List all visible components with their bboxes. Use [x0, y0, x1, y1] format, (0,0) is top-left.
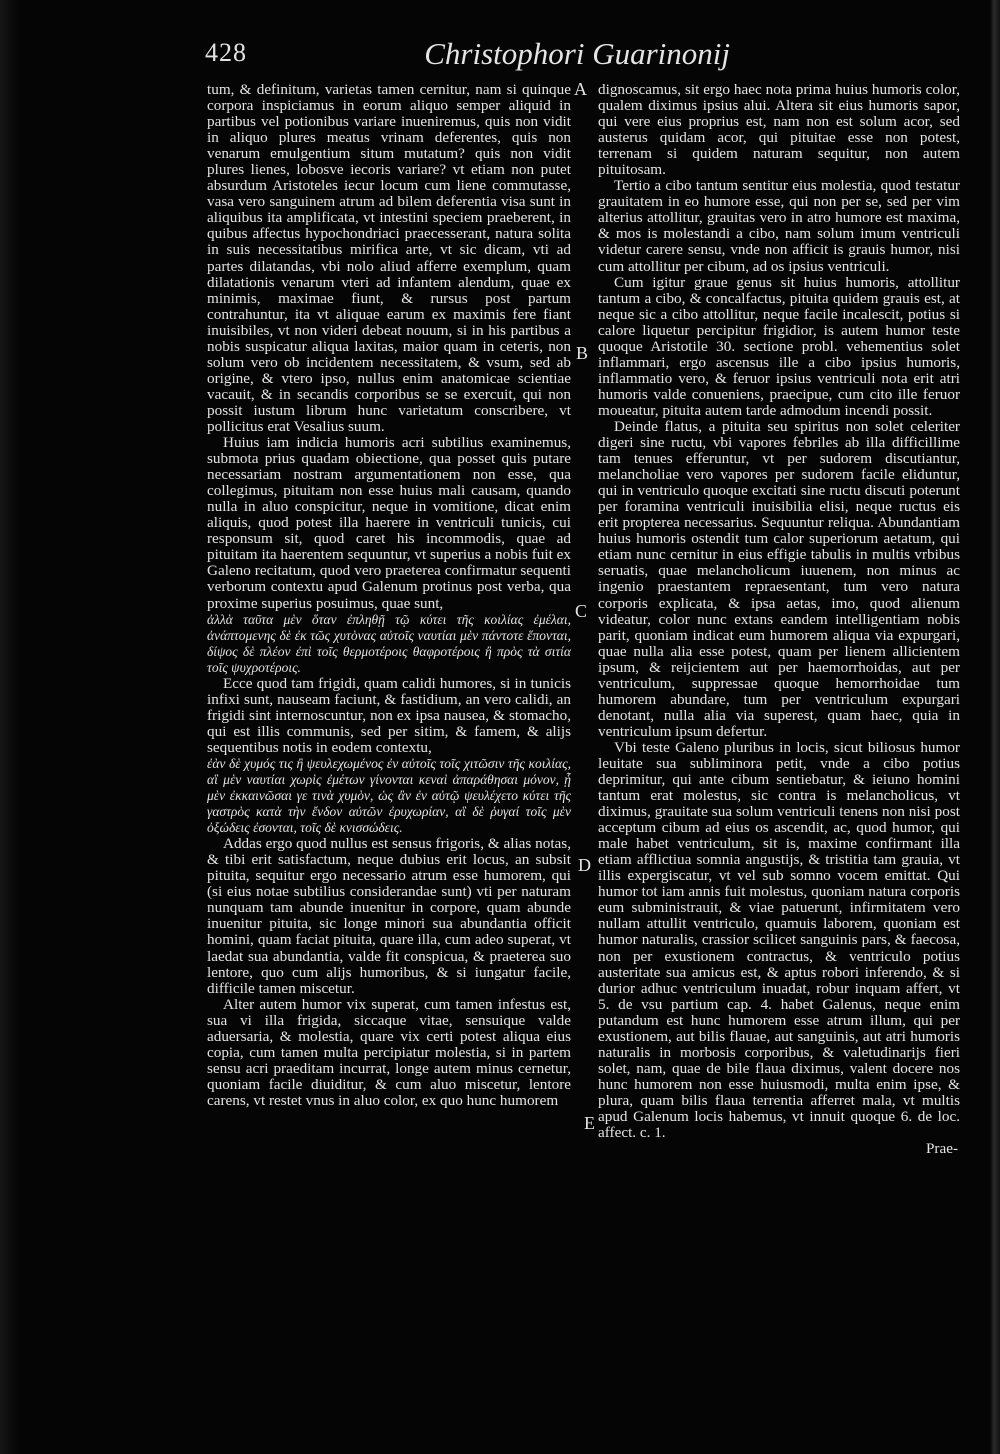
paragraph: Ecce quod tam frigidi, quam calidi humores, si in tunicis infixi sunt, nauseam faciunt, & fastidium, an vero calidi, an frigidi sint internoscuntur, non ex ipsa nausea, & stomacho, qui est illis communis, sed per sitim, & famem, & alijs sequentibus notis in eodem contextu, [207, 674, 571, 756]
paragraph: Huius iam indicia humoris acri subtilius examinemus, submota prius quadam obiectione, qua posset quis putare necessariam nostram argumentationem non esse, qua collegimus, pituitam non esse huius mali causam, quando nulla in aluo conspicitur, neque in vomitione, dicat enim aliquis, quod potest illa haerere in ventriculi tunicis, cui responsum sit, quod caret his incommodis, quae ad pituitam ita haerentem sequuntur, vt superius a nobis fuit ex Galeno recitatum, quod vero praeterea confirmatur sequenti verborum contextu apud Galenum protinus post verba, qua proxime superius posuimus, quae sunt, [207, 434, 571, 612]
margin-letter-d: D [578, 855, 591, 875]
paragraph: Addas ergo quod nullus est sensus frigoris, & alias notas, & tibi erit satisfactum, neque dubius erit locus, an subsit pituita, sequitur ergo necessario atrum esse humorem, qui (si eius notae subtilius considerandae sunt) vti per naturam nunquam tam abunde inuenitur in corpore, quam abunde inuenitur pituita, sic longe minori sua abundantia officit homini, quam faciat pituita, quare illa, cum adeo superat, vt laedat sua abundantia, valde fit conspicua, & praeterea suo lentore, quo cum alijs humoribus, & si iungatur facile, difficile tamen miscetur. [207, 835, 571, 997]
right-text-column [598, 82, 960, 1157]
margin-letter-c: C [575, 601, 588, 621]
catchword: Prae- [925, 1140, 958, 1158]
paragraph: tum, & definitum, varietas tamen cernitur, nam si quinque corpora inspiciamus in eorum aliquo semper aliquid in partibus vel potionibus variare inueniremus, quis non vidit in aliquo plures meatus vrinam deferentes, quis non venarum emulgentium situm mutatum? quis non vidit plures lienes, lobosve iecoris variare? vt etiam non putet absurdum Aristoteles iecur locum cum liene commutasse, vasa vero sanguinem atrum ad bilem deferentia visa sunt in aliquibus ita amplificata, vt intestini speciem praeberent, in quibus affectus hypochondriaci praecesserant, natura solita in suis necessitatibus mirifica arte, vt sic dicam, vti ad partes dilatandas, vbi nolo aliud afferre exemplum, quam dilatationis venarum vteri ad infantem alendum, quae ex minimis, maximae fiunt, & rursus post partum contrahuntur, ita vt aliquae earum ex maximis fere fiant inuisibiles, vt non videri debeat nouum, si in his partibus a nobis suspicatur aliqua laxitas, maior quam in ceteris, non solum vero ob incidentem necessitatem, & vsum, sed ab origine, & vtero ipso, nullus enim anatomicae scientiae vacauit, & in secandis corporibus se se exercuit, qui non possit iustum librum hunc varietatum conscribere, vt pollicitus erat Vesalius suum. [207, 81, 571, 435]
page-number: 428 [205, 38, 247, 67]
page-shadow-right [990, 0, 1000, 1454]
margin-letter-e: E [584, 1113, 595, 1133]
running-title: Christophori Guarinonij [424, 36, 730, 71]
left-text-column [207, 82, 571, 1109]
margin-letter-b: B [576, 343, 589, 363]
page-header [205, 36, 730, 82]
paragraph: Tertio a cibo tantum sentitur eius molestia, quod testatur grauitatem in eo humore esse, qui non per se, sed per vim alterius attollitur, grauitas vero in atro humore est maxima, & mos is molestandi a cibo, nam solum imum ventriculi videtur carere sensu, vnde non afficit is grauis humor, nisi cum attollitur per cibum, ad os ipsius ventriculi. [598, 177, 960, 275]
paragraph: Vbi teste Galeno pluribus in locis, sicut biliosus humor leuitate sua subliminora petit, vnde a cibo potius deprimitur, qui ante cibum sentiebatur, & ieiuno homini tantum erat molestus, sic contra is melancholicus, vt diximus, grauitate sua solum ventriculi tenens non nisi post acceptum cibum ad eius os ascendit, ac, quod humor, qui male habet ventriculum, sit is, maxime confirmant illa etiam afflictiua somnia angustijs, & tristitia tam grauia, vt illis expergiscatur, vt vel sub somno vocem emittat. Qui humor tot iam annis fuit molestus, quoniam natura corporis eum subministrauit, & viae patuerunt, infirmitatem vero nullam attullit ventriculo, quamuis laborem, quoniam est humor naturalis, crassior scilicet sanguinis pars, & faecosa, non per exustionem contractus, & ventriculo potius austeritate sua amicus est, & aptus robori inferendo, & si durior adhuc ventriculum inuadat, robur inquam affert, vt 5. de vsu partium cap. 4. habet Galenus, neque enim putandum est hunc humorem esse atrum illum, qui per exustionem, aut bilis flauae, aut sanguinis, aut atri humoris naturalis in morbosis corporibus, & valetudinarijs fieri solet, nam, quae de bile flaua diximus, valent docere nos hunc humorem non esse huiusmodi, multa enim ipse, & plura, quam bilis flaua terrentia afferret mala, vt multis apud Galenum locis habemus, vt innuit quoque 6. de loc. affect. c. 1. [598, 738, 960, 1142]
paragraph: Alter autem humor vix superat, cum tamen infestus est, sua vi illa frigida, siccaque vitae, sensuique valde aduersaria, & molestia, quare vix certi potest aliqua eius copia, cum tamen multa percipiatur molestia, si in partem sensu acri praeditam incurrat, longe autem minus cernetur, quoniam facile diuiditur, & cum aluo miscetur, lentore carens, vt restet vnus in aluo color, ex quo hunc humorem [207, 995, 571, 1109]
paragraph: dignoscamus, sit ergo haec nota prima huius humoris color, qualem diximus ipsius alui. Altera sit eius humoris sapor, qui vere eius proprius est, nam non est solum acor, sed austerus quidam acor, qui pituitae esse non potest, terrenam si quidem naturam sequitur, non autem pituitosam. [598, 81, 960, 179]
paragraph: Cum igitur graue genus sit huius humoris, attollitur tantum a cibo, & concalfactus, pituita quidem grauis est, at neque sic a cibo attollitur, neque facile incalescit, potius si calore liquetur percipitur frigidior, is autem humor teste quoque Aristotile 30. sectione probl. vehementius solet inflammari, ergo ascensus ille a cibo ipsius humoris, inflammatio vero, & feruor ipsius ventriculi nota erit atri humoris valde conueniens, praecipue, cum cito ille feruor moueatur, pituita autem tarde admodum incendi possit. [598, 273, 960, 419]
page-shadow-left [0, 0, 18, 1454]
margin-letter-a: A [574, 79, 587, 99]
paragraph: Deinde flatus, a pituita seu spiritus non solet celeriter digeri sine ructu, vbi vapores febriles ab illa difficillime tam tenues efferuntur, vt per sudorem discutiantur, melancholiae vero vapores per sudorem facile eliduntur, qui in ventriculo quoque excitati sine ructu discuti poterunt per foramina ventriculi inuisibilia elisi, neque ructus eis erit propterea necessarius. Sequuntur reliqua. Abundantiam huius humoris ostendit tum calor superiorum aetatum, qui etiam nunc cernitur in eius effigie tabulis in multis vrbibus seruatis, quae melancholicum iuuenem, non minus ac ingenio praestantem repraesentant, tum vero natura corporis explicata, & ipsa aetas, imo, quod alienum videatur, color nunc extans eandem intelligentiam nobis parit, quoniam indicat eum humorem aliqua via expurgari, quae nulla alia esse potest, quam per lienem allicientem ipsum, & reijcientem aut per haemorrhoidas, aut per ventriculum, suppressae quoque hemorrhoidae tum humorem abundare, tum per ventriculum expurgari denotant, nulla alia via superest, quam haec, quia in ventriculum ipsum defertur. [598, 417, 960, 740]
greek-quotation: ἐὰν δὲ χυμός τις ἢ ψευλεχωμένος ἐν αὐτοῖς τοῖς χιτῶσιν τῆς κοιλίας, αἳ μὲν ναυτίαι χωρὶς ἐμέτων γίνονται κεναὶ ἀπαράθησαι μόνον, ᾗ μὲν ἐκκαινῶσαι γε τινὰ χυμὸν, ὡς ἂν ἐν αὐτῷ ψευλέχετο κύτει τῆς γαστρὸς κατὰ τὴν ἔνδον αὐτῶν ἐρυχωρίαν, αἳ δὲ ῥυγαί τοῖς μὲν ὀξώδεις ἐσονται, τοῖς δὲ κνισσώδεις. [207, 755, 571, 836]
greek-quotation: ἀλλὰ ταῦτα μὲν ὅταν ἐπληθῇ τῷ κύτει τῆς κοιλίας ἐμέλαι, ἀνάπτομενης δὲ ἐκ τῶς χυτὸνας αὐτοῖς ναυτίαι μὲν πάντοτε ἕπονται, δίψος δὲ πλέον ἐπὶ τοῖς θερμοτέροις θαφροτέροις ἢ πρὸς τὰ σιτία τοῖς ψυχροτέροις. [207, 611, 571, 675]
